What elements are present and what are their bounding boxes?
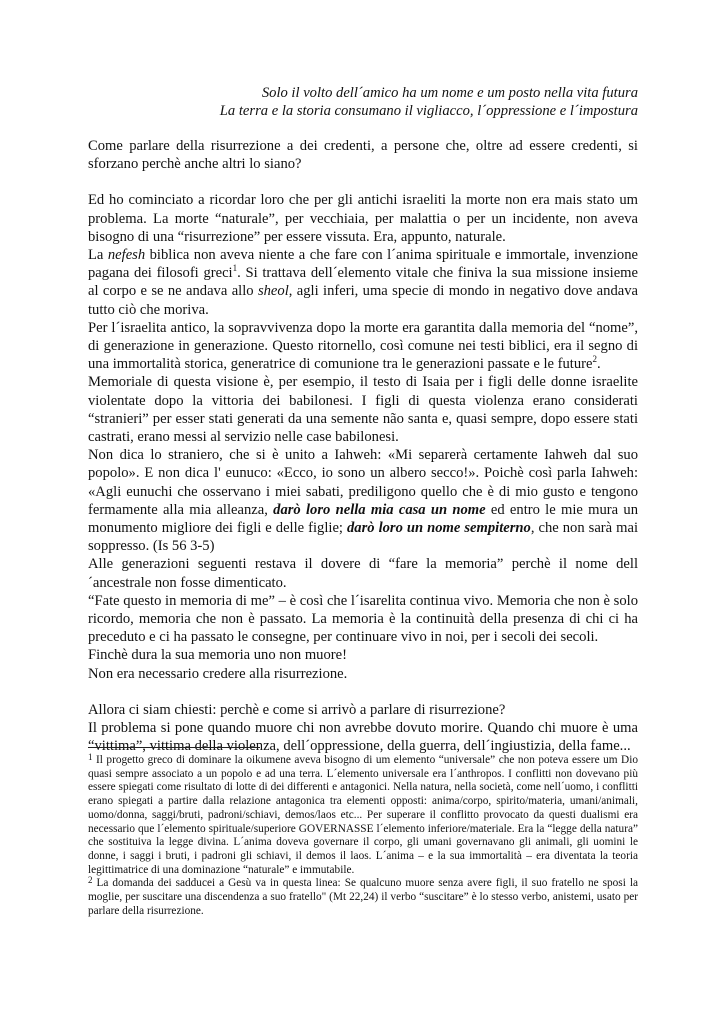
paragraph-3-text-c: . Si trattava dell´elemento vitale che finiva la sua missione insieme al corpo e se ne andava allo: [88, 265, 638, 300]
epigraph-line-1: Solo il volto dell´amico ha um nome e um posto nella vita futura: [261, 85, 638, 101]
footnote-separator: [88, 747, 260, 748]
body-text: [88, 137, 638, 756]
footnote-ref-2[interactable]: 2: [592, 354, 597, 365]
paragraph-4-text-a: Per l´israelita antico, la sopravvivenza dopo la morte era garantita dalla memoria del “nome”, di generazione in generazione. Questo ritornello, così comune nei testi biblici, era il segno di una immortalità storica, generatrice di comunione tra le generazioni passate e le future: [88, 319, 638, 373]
footnote-2-mark: 2: [88, 875, 93, 886]
paragraph-5: Memoriale di questa visione è, per esempio, il testo di Isaia per i figli delle donne israelite violentate dopo la vittoria dei babilonesi. I figli di questa violenza erano considerati “stranieri” per esser stati generati da una semente não santa e, quasi sempre, dopo essere stati castrati, erano messi al servizio nelle case babilonesi.: [88, 374, 638, 446]
paragraph-7: “Fate questo in memoria di me” – è così che l´isarelita continua vivo. Memoria che non è solo ricordo, memoria che non è passato. La memoria è la continuità della presenza di chi ci ha preceduto e ci ha passato le consegne, per continuare vivo in noi, per i secoli dei secoli.: [88, 592, 638, 646]
paragraph-2: Ed ho cominciato a ricordar loro che per gli antichi israeliti la morte non era mais stato um problema. La morte “naturale”, per vecchiaia, per malattia o per un incidente, non aveva bisogno di una “risurrezione” per essere vissuta. Era, appunto, naturale.: [88, 192, 638, 245]
quote-emphasis-2: darò loro un nome sempiterno: [347, 520, 531, 537]
term-sheol: sheol: [257, 283, 289, 300]
quote-emphasis-1: darò loro nella mia casa un nome: [273, 501, 486, 518]
paragraph-3-text-b: biblica non aveva niente a che fare con l´anima spirituale e immortale, invenzione pagana dei filosofi greci: [88, 247, 638, 282]
quote-text-c: , che non sarà mai soppresso. (Is 56 3-5): [88, 520, 639, 555]
epigraph-line-2: La terra e la storia consumano il vigliacco, l´oppressione e l´impostura: [219, 103, 638, 119]
footnote-2: [88, 877, 638, 918]
paragraph-4-text-b: .: [596, 356, 601, 373]
paragraph-6: Alle generazioni seguenti restava il dovere di “fare la memoria” perchè il nome dell´ancestrale non fosse dimenticato.: [88, 556, 638, 591]
paragraph-10: Allora ci siam chiesti: perchè e come si arrivò a parlare di risurrezione?: [88, 701, 506, 718]
quote-text-a: Non dica lo straniero, che si è unito a Iahweh: «Mi separerà certamente Iahweh dal suo popolo». E non dica l' eunuco: «Ecco, io sono un albero secco!». Poichè così parla Iahweh: «Agli eunuchi che osservano i miei sabati, prediligono quello che è di mio gusto e tengono fermamente alla mia alleanza,: [88, 447, 638, 518]
paragraph-8: Finchè dura la sua memoria uno non muore!: [88, 647, 347, 664]
paragraph-4: [88, 319, 638, 374]
quote-text-b: ed entro le mie mura un monumento migliore dei figli e delle figlie;: [88, 501, 638, 537]
paragraph-3-text-d: , agli inferi, uma specie di mondo in negativo dove andava tutto ciò che moriva.: [88, 283, 638, 318]
footnote-ref-1[interactable]: 1: [232, 263, 238, 274]
footnotes: [88, 754, 638, 918]
footnote-2-text: La domanda dei sadducei a Gesù va in questa linea: Se qualcuno muore senza avere figli, il suo fratello ne sposi la moglie, per suscitare una discendenza a suo fratello" (Mt 22,24) il verbo “suscitare” è lo stesso verbo, anistemi, usato per parlare della risurrezione.: [88, 877, 638, 917]
paragraph-11: Il problema si pone quando muore chi non avrebbe dovuto morire. Quando chi muore è uma “vittima”, vittima della violenza, dell´oppressione, della guerra, dell´ingiustizia, della fame...: [88, 720, 638, 755]
footnote-1-mark: 1: [88, 752, 93, 762]
paragraph-1: Come parlare della risurrezione a dei credenti, a persone che, oltre ad essere credenti, si sforzano perchè anche altri lo siano?: [88, 138, 638, 173]
epigraph: [88, 84, 638, 120]
term-nefesh: nefesh: [107, 247, 146, 264]
isaiah-quote: [88, 446, 638, 555]
paragraph-3: [88, 246, 638, 319]
footnote-1: [88, 754, 638, 877]
footnote-1-text: Il progetto greco di dominare la oikumene aveva bisogno di um elemento “universale” che non poteva essere um Dio quasi sempre associato a un popolo e ad una terra. L´elemento universale era l´anthropos. I conflitti non dovevano più essere spiegati come risultato di lotte di dei differenti e antagonici. Nella natura, nella società, come nell´uomo, i conflitti erano spiegati a partire dalla relazione antagonica tra elementi opposti: anima/corpo, spirito/materia, umani/animali, uomo/donna, saggi/bruti, padroni/schiavi, demos/laos etc... Per superare il conflitto provocato da questi dualismi era necessario que l´elemento spirituale/superiore GOVERNASSE l´elemento inferiore/materiale. Era la “legge della natura” che sostituiva la legge divina. L´anima doveva governare il corpo, gli umani governavano gli animali, gli uomini le donne, i saggi i bruti, i padroni gli schiavi, il demos il laos. L´anima – e la sua immortalità – era diventata la teoria legittimatrice di una dominazione “naturale” e immutabile.: [88, 754, 638, 876]
paragraph-9: Non era necessario credere alla risurrezione.: [88, 665, 348, 682]
paragraph-3-text-a: La: [88, 247, 108, 264]
